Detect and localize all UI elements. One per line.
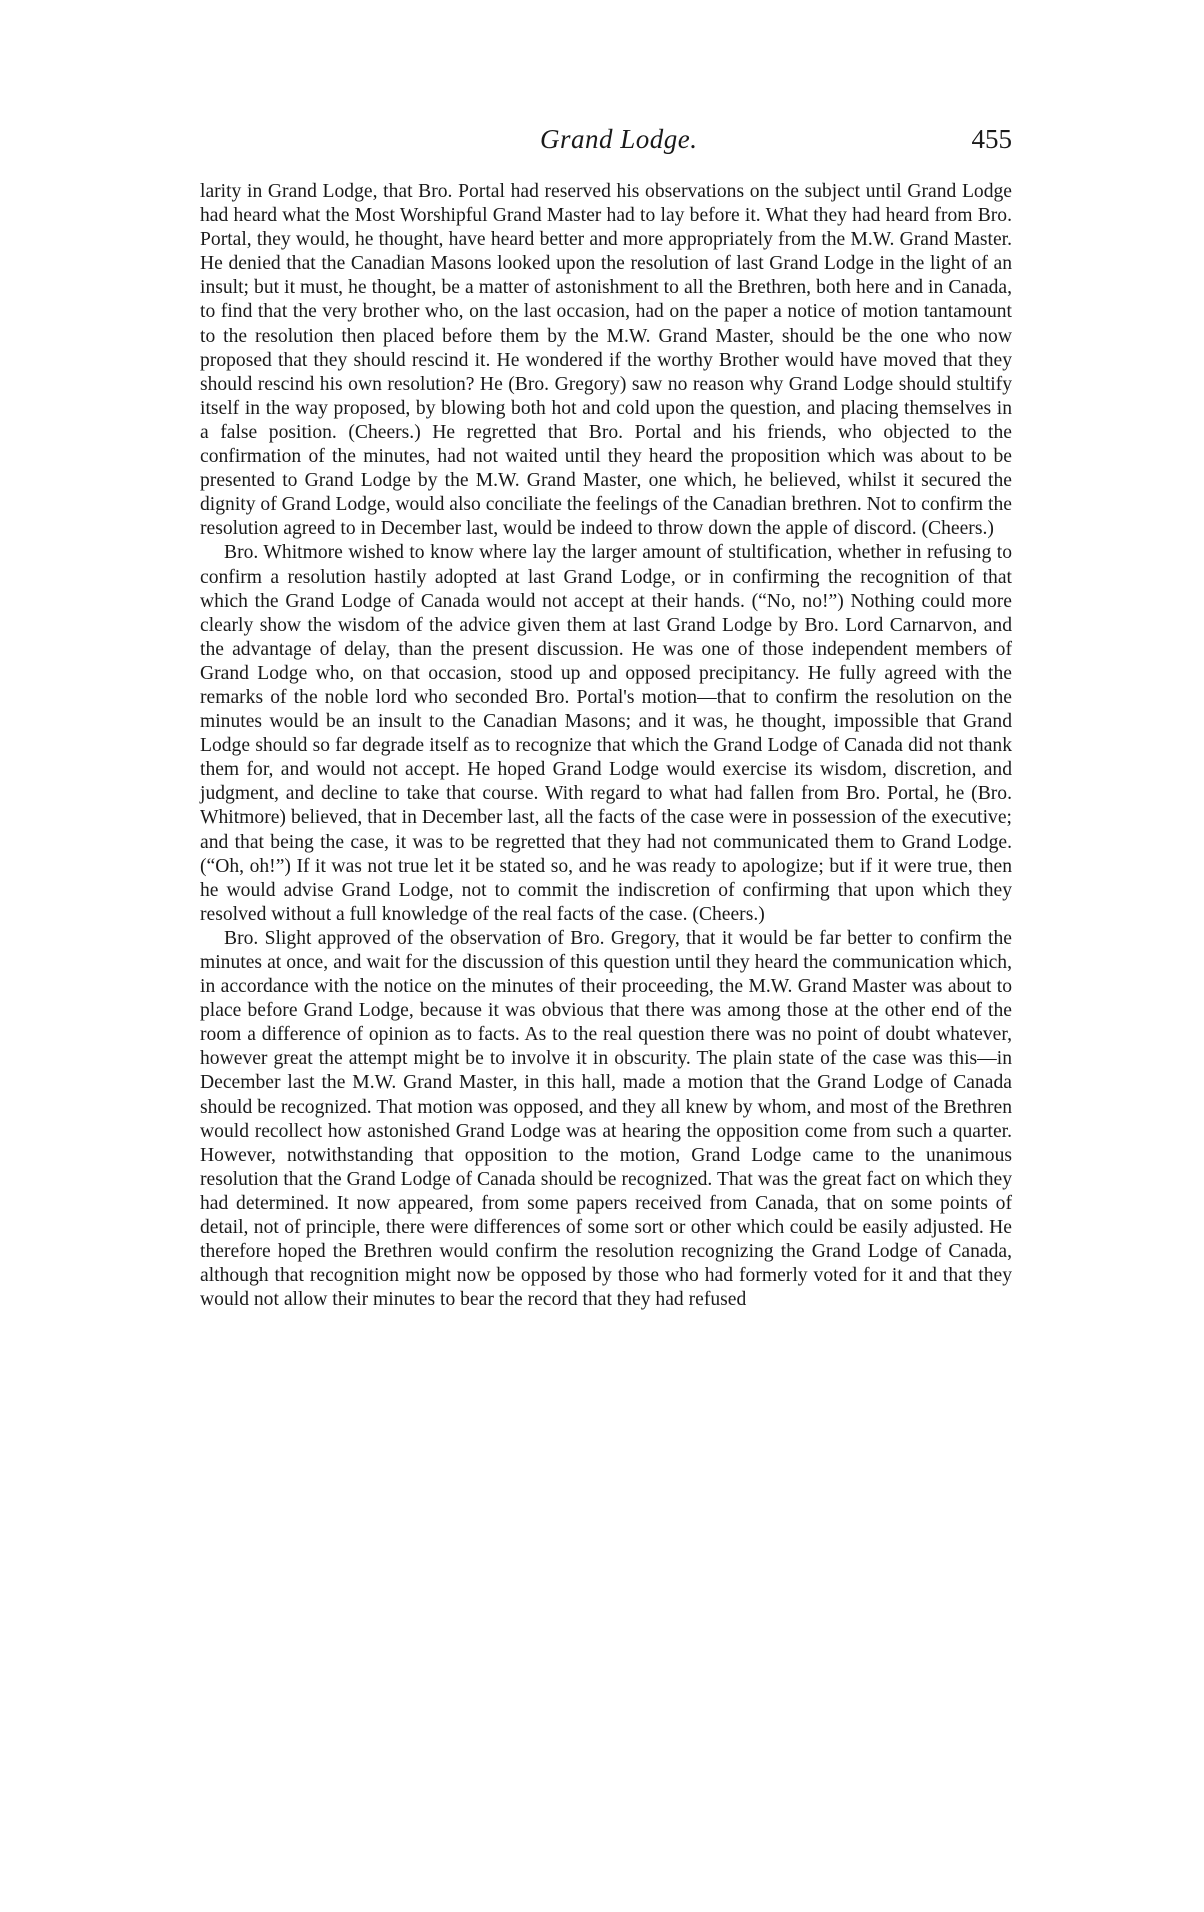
page-number: 455 xyxy=(971,124,1012,154)
running-head xyxy=(200,124,1020,164)
body-text xyxy=(200,180,1012,1312)
running-title: Grand Lodge. xyxy=(540,124,698,154)
paragraph-gregory-continued: larity in Grand Lodge, that Bro. Portal had reserved his observations on the subject until Grand Lodge had heard what the Most Worshipful Grand Master had to lay before it. What they had heard from Bro. Portal, they would, he thought, have heard better and more appropriately from the M.W. Grand Master. He denied that the Canadian Masons looked upon the resolution of last Grand Lodge in the light of an insult; but it must, he thought, be a matter of astonishment to all the Brethren, both here and in Canada, to find that the very brother who, on the last occasion, had on the paper a notice of motion tantamount to the resolution then placed before them by the M.W. Grand Master, should be the one who now proposed that they should rescind it. He wondered if the worthy Brother would have moved that they should rescind his own resolution? He (Bro. Gregory) saw no reason why Grand Lodge should stultify itself in the way proposed, by blowing both hot and cold upon the question, and placing themselves in a false position. (Cheers.) He regretted that Bro. Portal and his friends, who objected to the confirmation of the minutes, had not waited until they heard the proposition which was about to be presented to Grand Lodge by the M.W. Grand Master, one which, he believed, whilst it secured the dignity of Grand Lodge, would also conciliate the feelings of the Canadian brethren. Not to confirm the resolution agreed to in December last, would be indeed to throw down the apple of discord. (Cheers.) xyxy=(200,181,1012,540)
paragraph-whitmore: Bro. Whitmore wished to know where lay the larger amount of stultification, whether in refusing to confirm a resolution hastily adopted at last Grand Lodge, or in confirming the recognition of that which the Grand Lodge of Canada would not accept at their hands. (“No, no!”) Nothing could more clearly show the wisdom of the advice given them at last Grand Lodge by Bro. Lord Carnarvon, and the advantage of delay, than the present discussion. He was one of those independent members of Grand Lodge who, on that occasion, stood up and opposed precipitancy. He fully agreed with the remarks of the noble lord who seconded Bro. Portal's motion—that to confirm the resolution on the minutes would be an insult to the Canadian Masons; and it was, he thought, impossible that Grand Lodge should so far degrade itself as to recognize that which the Grand Lodge of Canada did not thank them for, and would not accept. He hoped Grand Lodge would exercise its wisdom, discretion, and judgment, and decline to take that course. With regard to what had fallen from Bro. Portal, he (Bro. Whitmore) believed, that in December last, all the facts of the case were in possession of the executive; and that being the case, it was to be regretted that they had not communicated them to Grand Lodge. (“Oh, oh!”) If it was not true let it be stated so, and he was ready to apologize; but if it were true, then he would advise Grand Lodge, not to commit the indiscretion of confirming that upon which they resolved without a full knowledge of the real facts of the case. (Cheers.) xyxy=(200,542,1012,925)
paragraph-slight: Bro. Slight approved of the observation of Bro. Gregory, that it would be far better to confirm the minutes at once, and wait for the discussion of this question until they heard the communication which, in accordance with the notice on the minutes of their proceeding, the M.W. Grand Master was about to place before Grand Lodge, because it was obvious that there was among those at the other end of the room a difference of opinion as to facts. As to the real question there was no point of doubt whatever, however great the attempt might be to involve it in obscurity. The plain state of the case was this—in December last the M.W. Grand Master, in this hall, made a motion that the Grand Lodge of Canada should be recognized. That motion was opposed, and they all knew by whom, and most of the Brethren would recollect how astonished Grand Lodge was at hearing the opposition come from such a quarter. However, notwithstanding that opposition to the motion, Grand Lodge came to the unanimous resolution that the Grand Lodge of Canada should be recognized. That was the great fact on which they had determined. It now appeared, from some papers received from Canada, that on some points of detail, not of principle, there were differences of some sort or other which could be easily adjusted. He therefore hoped the Brethren would confirm the resolution recognizing the Grand Lodge of Canada, although that recognition might now be opposed by those who had formerly voted for it and that they would not allow their minutes to bear the record that they had refused xyxy=(200,927,1012,1311)
